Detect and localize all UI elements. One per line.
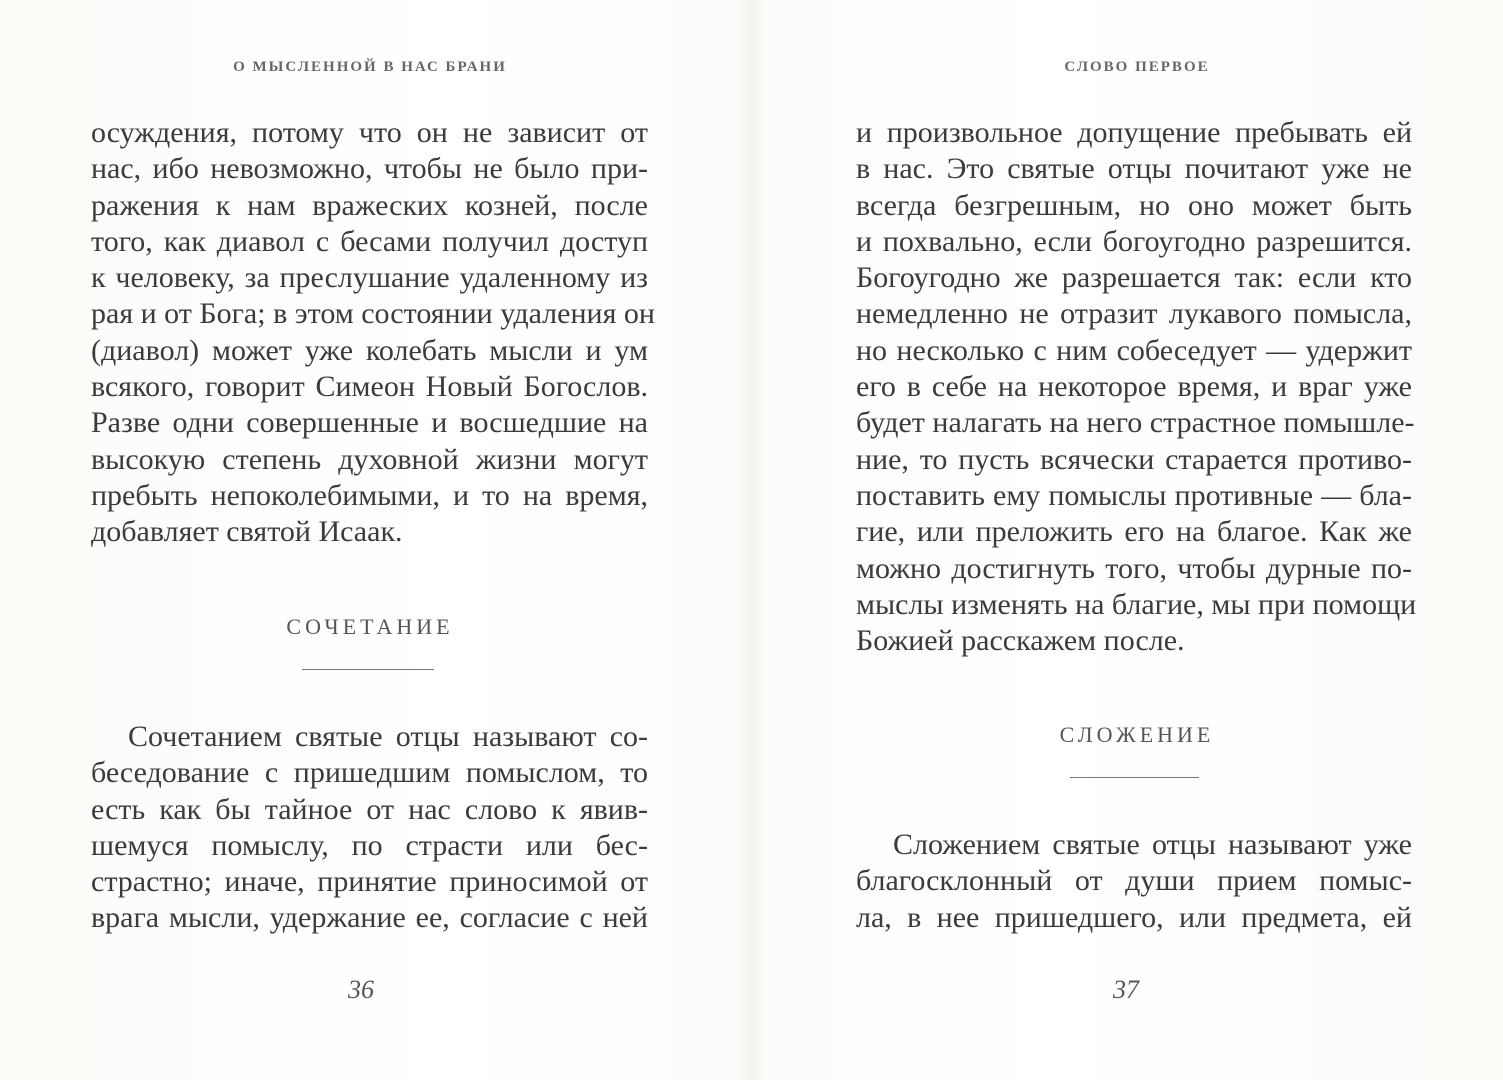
text-line: всякого, говорит Симеон Новый Богослов. bbox=[91, 370, 648, 404]
section-divider bbox=[1070, 777, 1199, 778]
left-running-head: О МЫСЛЕННОЙ В НАС БРАНИ bbox=[233, 59, 507, 75]
left-bottom-paragraph bbox=[91, 719, 648, 937]
text-line: всегда безгрешным, но оно может быть bbox=[856, 188, 1412, 222]
right-bottom-paragraph bbox=[856, 827, 1412, 936]
right-running-head: СЛОВО ПЕРВОЕ bbox=[1064, 59, 1210, 75]
text-line: ние, то пусть всячески старается противо- bbox=[856, 442, 1412, 476]
text-line: ла, в нее пришедшего, или предмета, ей bbox=[856, 900, 1412, 934]
right-page bbox=[752, 0, 1503, 1080]
right-section-title: СЛОЖЕНИЕ bbox=[1059, 722, 1215, 747]
text-line: гие, или преложить его на благое. Как же bbox=[856, 515, 1412, 549]
text-line: и похвально, если богоугодно разрешится. bbox=[856, 224, 1412, 258]
text-line: поставить ему помыслы противные — бла- bbox=[856, 478, 1412, 512]
text-line: нас, ибо невозможно, чтобы не было при- bbox=[91, 152, 648, 186]
text-line: того, как диавол с бесами получил доступ bbox=[91, 224, 648, 258]
text-line: Сочетанием святые отцы называют со- bbox=[128, 720, 648, 753]
text-line: шемуся помыслу, по страсти или бес- bbox=[91, 828, 648, 862]
text-line: (диавол) может уже колебать мысли и ум bbox=[91, 333, 648, 367]
text-line: будет налагать на него страстное помышле- bbox=[856, 406, 1415, 440]
text-line: ражения к нам вражеских козней, после bbox=[91, 188, 648, 222]
left-section-title: СОЧЕТАНИЕ bbox=[286, 614, 454, 639]
text-line: рая и от Бога; в этом состоянии удаления он bbox=[91, 297, 655, 331]
left-page-number: 36 bbox=[348, 975, 374, 1004]
left-top-paragraph bbox=[91, 115, 655, 551]
right-page-number: 37 bbox=[1113, 975, 1139, 1004]
text-line: к человеку, за преслушание удаленному из bbox=[91, 261, 648, 295]
text-line: в нас. Это святые отцы почитают уже не bbox=[856, 152, 1412, 186]
text-line: добавляет святой Исаак. bbox=[91, 515, 403, 549]
text-line: мыслы изменять на благие, мы при помощи bbox=[856, 587, 1417, 621]
text-line: Разве одни совершенные и восшедшие на bbox=[91, 406, 648, 440]
text-line: и произвольное допущение пребывать ей bbox=[856, 116, 1412, 149]
text-line: его в себе на некоторое время, и враг уже bbox=[856, 370, 1412, 404]
text-line: Божией расскажем после. bbox=[856, 624, 1185, 658]
text-line: благосклонный от души прием помыс- bbox=[856, 864, 1412, 898]
right-top-paragraph bbox=[856, 115, 1417, 659]
text-line: страстно; иначе, принятие приносимой от bbox=[91, 865, 648, 899]
text-line: осуждения, потому что он не зависит от bbox=[91, 116, 648, 149]
text-line: пребыть непоколебимыми, и то на время, bbox=[91, 478, 648, 512]
text-line: есть как бы тайное от нас слово к явив- bbox=[91, 792, 648, 826]
text-line: можно достигнуть того, чтобы дурные по- bbox=[856, 551, 1412, 585]
text-line: беседование с пришедшим помыслом, то bbox=[91, 756, 648, 790]
text-line: высокую степень духовной жизни могут bbox=[91, 442, 648, 476]
left-page bbox=[0, 0, 751, 1080]
text-line: врага мысли, удержание ее, согласие с ней bbox=[91, 901, 648, 935]
section-divider bbox=[302, 669, 434, 670]
text-line: но несколько с ним собеседует — удержит bbox=[856, 333, 1412, 367]
text-line: немедленно не отразит лукавого помысла, bbox=[856, 297, 1412, 331]
text-line: Богоугодно же разрешается так: если кто bbox=[856, 261, 1412, 295]
text-line: Сложением святые отцы называют уже bbox=[893, 828, 1412, 861]
